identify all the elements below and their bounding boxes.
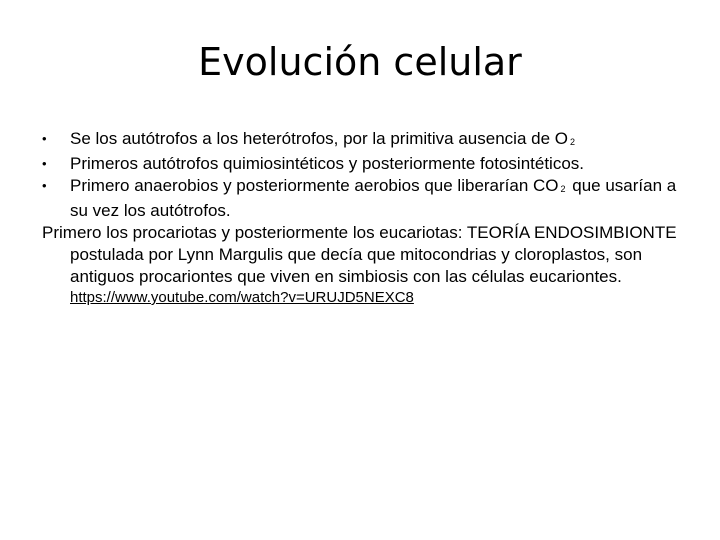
bullet-text-continuation: que usarían a su vez los autótrofos. [70,176,677,220]
bullet-icon: • [42,131,47,146]
bullet-text: Primero anaerobios y posteriormente aerobios que liberarían CO [70,176,559,195]
bullet-text: Se los autótrofos a los heterótrofos, por la primitiva ausencia de O [70,129,568,148]
bullet-text: Primeros autótrofos quimiosintéticos y posteriormente fotosintéticos. [70,154,585,173]
slide-body [42,128,682,307]
bullet-item-2 [42,153,682,175]
paragraph: Primero los procariotas y posteriormente los eucariotas: TEORÍA ENDOSIMBIONTE postulada por Lynn Margulis que decía que mitocondrias y cloroplastos, son antiguos procariontes que viven en simbiosis con las células eucariontes. [42,223,677,286]
bullet-item-1 [42,128,682,153]
slide-title: Evolución celular [198,40,522,84]
youtube-link[interactable]: https://www.youtube.com/watch?v=URUJD5NEXC8 [70,289,414,306]
bullet-icon: • [42,156,47,171]
bullet-item-3 [42,175,682,222]
bullet-icon: • [42,178,47,193]
subscript: 2 [569,137,575,147]
subscript: 2 [560,184,566,194]
